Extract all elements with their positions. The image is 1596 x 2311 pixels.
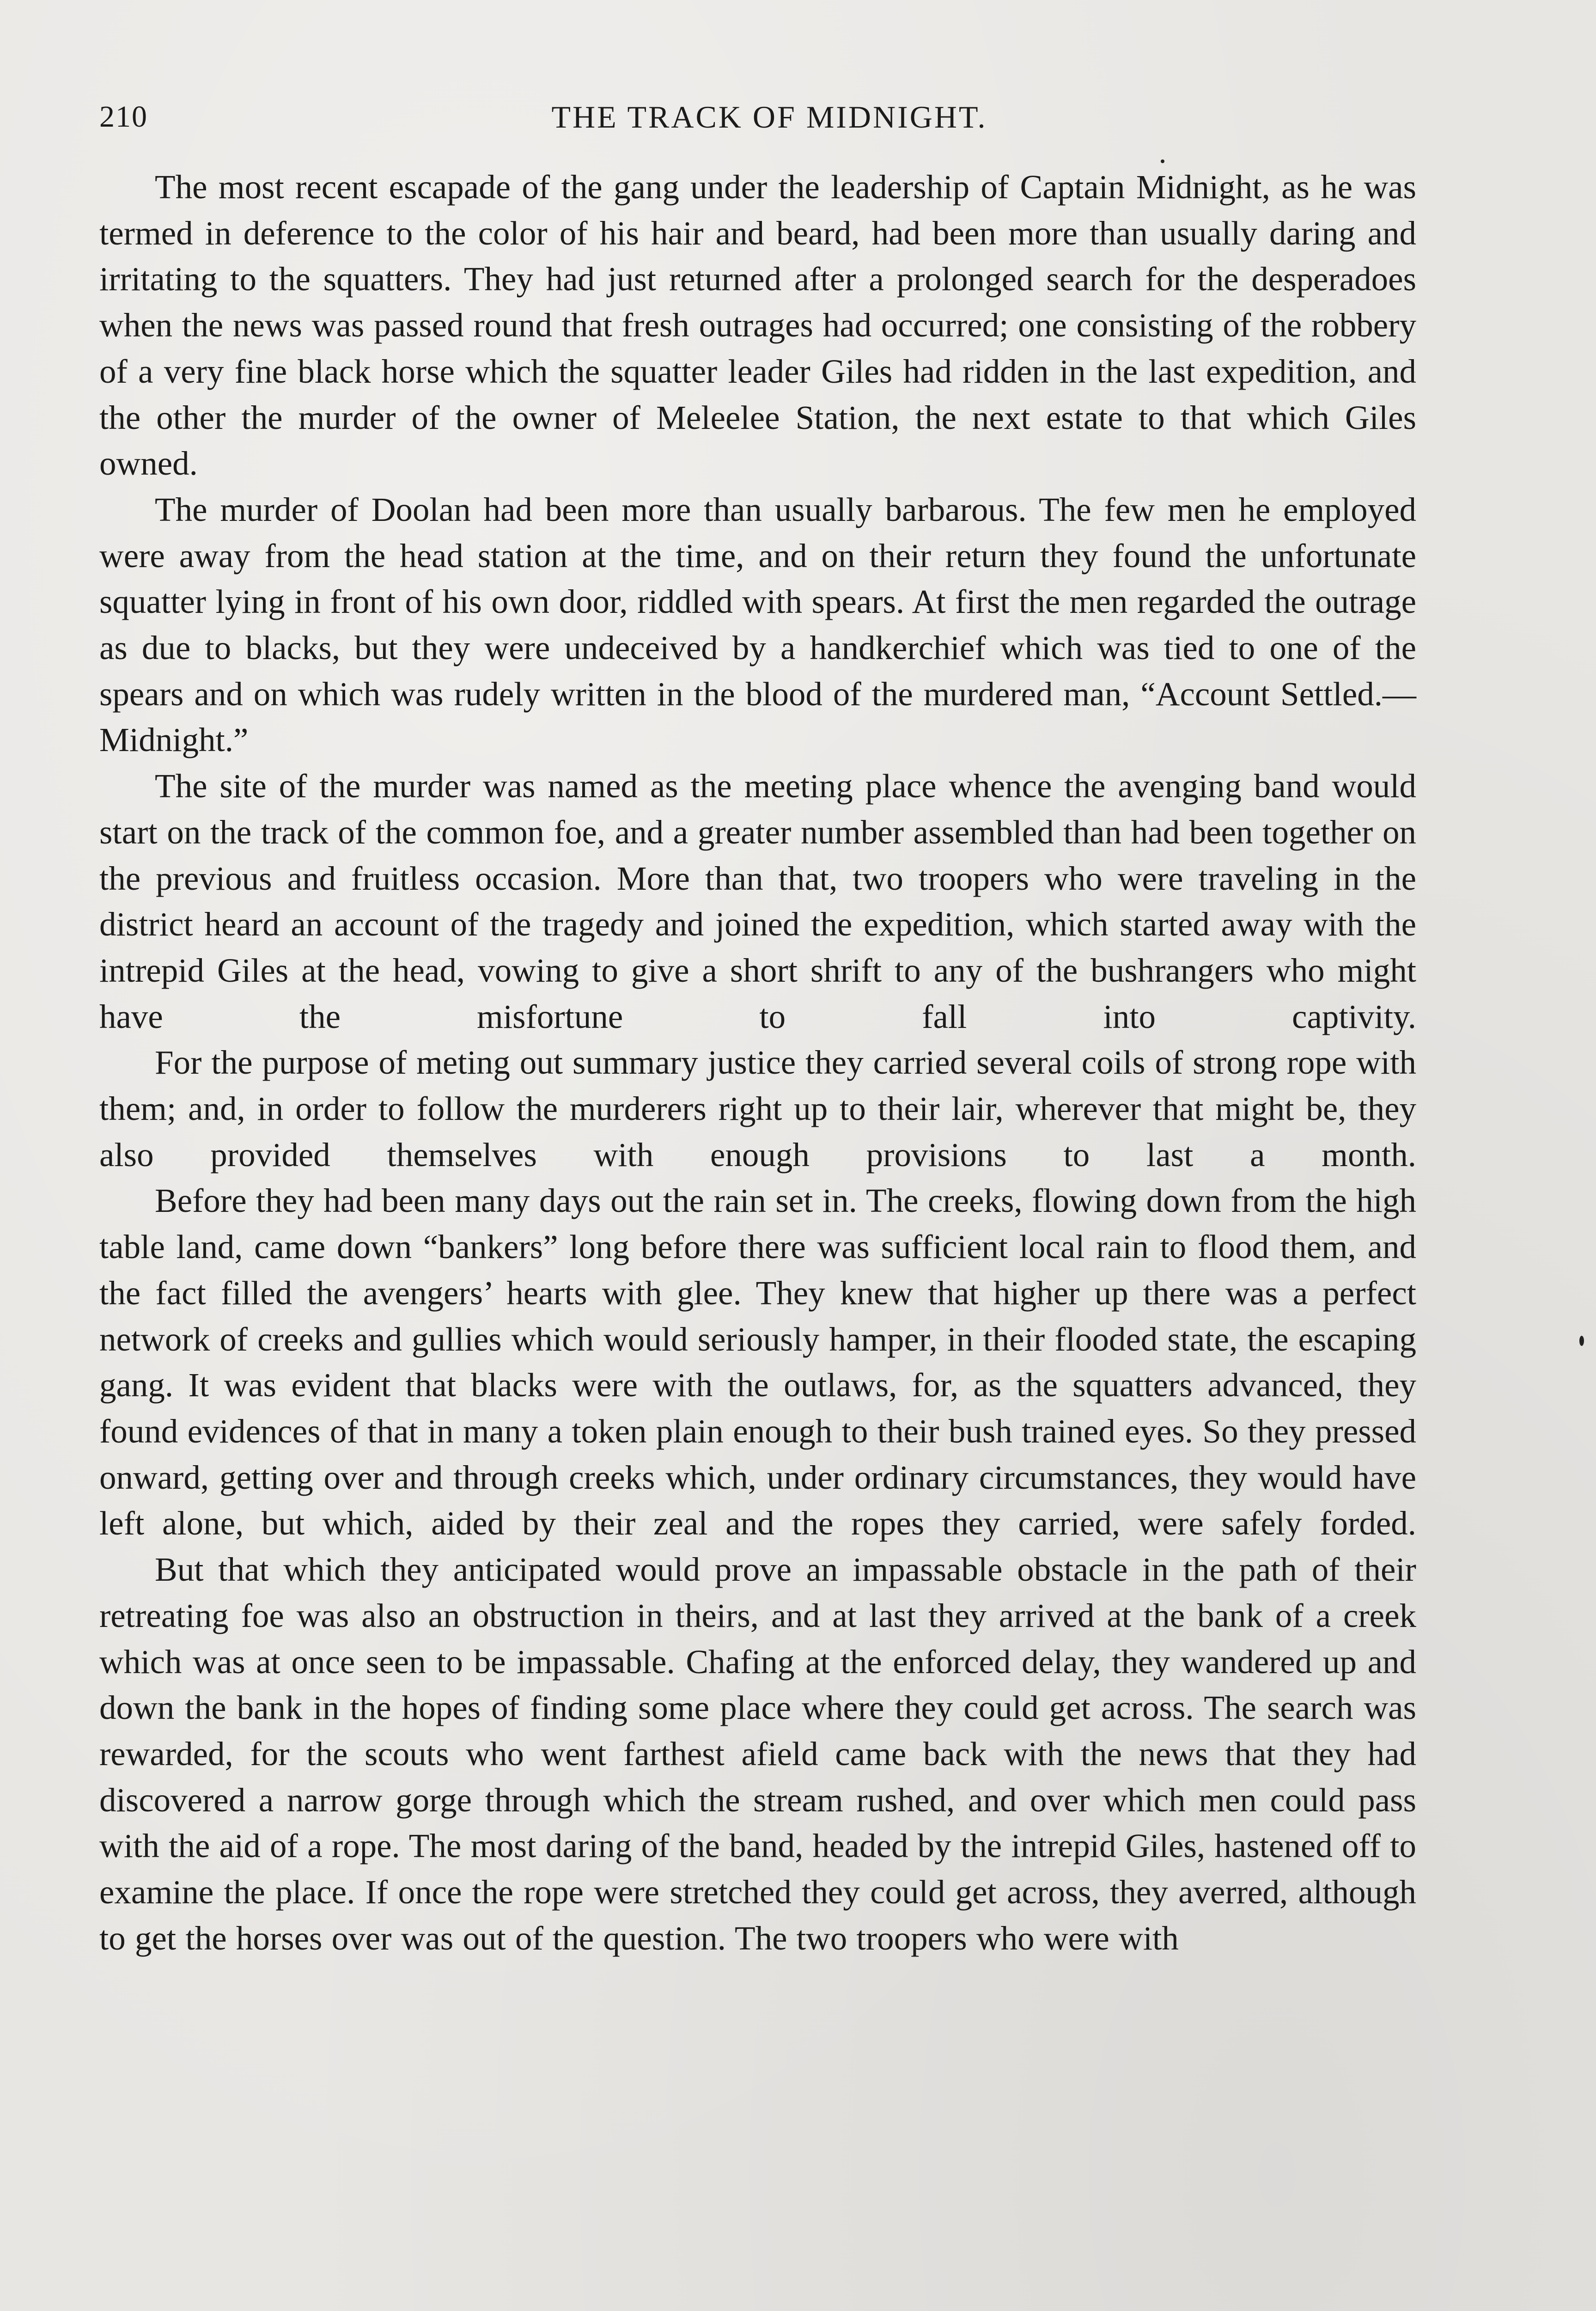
paragraph: The most recent escapade of the gang under the leadership of Captain Midnight, as he was termed in deference to the color of his hair and beard, had been more than usually daring and irritating to the squatters. They had just returned after a prolonged search for the desperadoes when the news was passed round that fresh outrages had occurred; one consisting of the robbery of a very fine black horse which the squatter leader Giles had ridden in the last expedition, and the other the murder of the owner of Meleelee Station, the next estate to that which Giles owned. — [99, 168, 1416, 483]
running-title: THE TRACK OF MIDNIGHT. — [551, 99, 987, 135]
body-text — [99, 164, 1416, 1961]
page-number: 210 — [99, 100, 148, 134]
print-speck — [1579, 1336, 1584, 1346]
paragraph: The murder of Doolan had been more than usually barbarous. The few men he employed were away from the head station at the time, and on their return they found the unfortunate squatter lying in front of his own door, riddled with spears. At first the men regarded the outrage as due to blacks, but they were undeceived by a handkerchief which was tied to one of the spears and on which was rudely written in the blood of the murdered man, “Account Settled.—Midnight.” — [99, 490, 1416, 759]
paragraph: The site of the murder was named as the meeting place whence the avenging band would start on the track of the common foe, and a greater number assembled than had been together on the previous and fruitless occasion. More than that, two troopers who were traveling in the district heard an account of the tragedy and joined the expedition, which started away with the intrepid Giles at the head, vowing to give a short shrift to any of the bushrangers who might have the misfortune to fall into captivity. — [99, 767, 1416, 1035]
paragraph: For the purpose of meting out summary justice they carried several coils of strong rope with them; and, in order to follow the murderers right up to their lair, wherever that might be, they also provided themselves with enough provisions to last a month. — [99, 1044, 1416, 1174]
paragraph: Before they had been many days out the rain set in. The creeks, flowing down from the high table land, came down “bankers” long before there was sufficient local rain to flood them, and the fact filled the avengers’ hearts with glee. They knew that higher up there was a perfect network of creeks and gullies which would seriously hamper, in their flooded state, the escaping gang. It was evident that blacks were with the outlaws, for, as the squatters advanced, they found evidences of that in many a token plain enough to their bush trained eyes. So they pressed onward, getting over and through creeks which, under ordinary circumstances, they would have left alone, but which, aided by their zeal and the ropes they carried, were safely forded. — [99, 1182, 1416, 1542]
print-speck — [1161, 159, 1164, 163]
paragraph: But that which they anticipated would prove an impassable obstacle in the path of their retreating foe was also an obstruction in theirs, and at last they arrived at the bank of a creek which was at once seen to be impassable. Chafing at the enforced delay, they wandered up and down the bank in the hopes of finding some place where they could get across. The search was rewarded, for the scouts who went farthest afield came back with the news that they had discovered a narrow gorge through which the stream rushed, and over which men could pass with the aid of a rope. The most daring of the band, headed by the intrepid Giles, hastened off to examine the place. If once the rope were stretched they could get across, they averred, although to get the horses over was out of the question. The two troopers who were with — [99, 1551, 1416, 1957]
page-header — [99, 92, 1416, 142]
